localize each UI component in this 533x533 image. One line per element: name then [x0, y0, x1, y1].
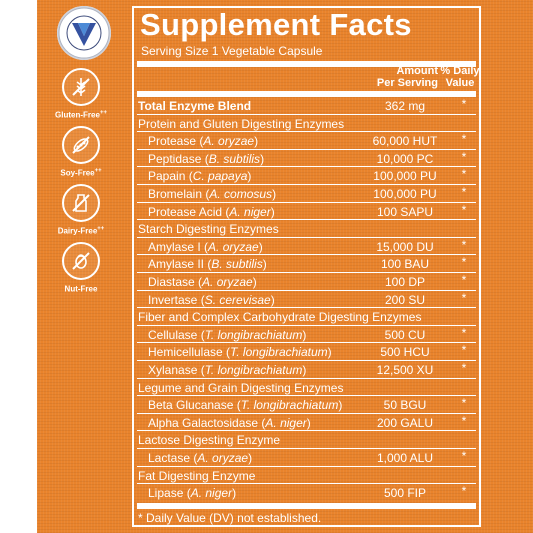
amount-per-serving: 100,000 PU [373, 187, 437, 201]
species-name: A. niger [190, 486, 233, 501]
facts-ingredient-row [134, 150, 479, 168]
ingredient-name: Papain (C. papaya) [148, 169, 252, 184]
amount-per-serving: 100 DP [384, 275, 426, 289]
species-name: A. comosus [209, 187, 273, 201]
gluten-free-label: Gluten-Free [55, 110, 100, 120]
facts-ingredient-row [134, 291, 479, 309]
facts-ingredient-row [134, 343, 479, 361]
supplement-facts-panel [132, 6, 481, 527]
daily-value-marker: * [461, 343, 467, 358]
amount-per-serving: 500 FIP [383, 486, 427, 501]
nut-free-label: Nut-Free [64, 284, 98, 294]
daily-value-marker: * [461, 273, 467, 287]
daily-value-header: % Daily Value [440, 65, 480, 89]
ingredient-name: Alpha Galactosidase (A. niger) [148, 415, 311, 430]
nut-free-badge [54, 242, 108, 294]
ingredient-name: Protease (A. oryzae) [148, 134, 259, 149]
serving-size: Serving Size 1 Vegetable Capsule [141, 44, 323, 58]
facts-ingredient-row [134, 273, 479, 291]
daily-value-marker: * [461, 413, 467, 428]
amount-per-serving: 200 GALU [376, 415, 434, 430]
species-name: B. subtilis [211, 257, 263, 272]
ingredient-name: Amylase I (A. oryzae) [148, 239, 263, 254]
amount-per-serving: 50 BGU [383, 398, 427, 413]
facts-ingredient-row [134, 414, 479, 432]
amount-per-serving: 500 HCU [380, 345, 430, 360]
facts-ingredient-row [134, 484, 479, 502]
ingredient-name: Lactase (A. oryzae) [148, 451, 253, 465]
species-name: A. oryzae [197, 451, 249, 465]
ingredient-name: Protein and Gluten Digesting Enzymes [138, 116, 345, 131]
species-name: A. niger [229, 204, 271, 219]
daily-value-marker: * [461, 449, 467, 463]
species-name: T. longibrachiatum [204, 363, 303, 377]
ingredient-name: Starch Digesting Enzymes [138, 222, 279, 237]
ingredient-name: Beta Glucanase (T. longibrachiatum) [148, 398, 343, 413]
species-name: A. oryzae [203, 134, 255, 149]
daily-value-marker: * [461, 167, 467, 182]
facts-ingredient-row [134, 167, 479, 185]
facts-ingredient-row [134, 255, 479, 273]
soy-free-badge: Soy-Free++ [54, 126, 108, 178]
facts-group-header [134, 308, 479, 326]
daily-value-marker: * [461, 202, 467, 217]
ingredient-name: Peptidase (B. subtilis) [148, 151, 265, 166]
facts-group-header [134, 379, 479, 397]
facts-ingredient-row [134, 238, 479, 256]
facts-ingredient-row [134, 326, 479, 344]
ingredient-name: Fat Digesting Enzyme [138, 468, 256, 483]
daily-value-marker: * [461, 237, 467, 252]
daily-value-marker: * [461, 290, 467, 305]
ingredient-name: Lactose Digesting Enzyme [138, 433, 281, 448]
amount-per-serving: 100 BAU [380, 257, 430, 272]
amount-per-serving: 362 mg [384, 99, 426, 113]
facts-ingredient-row [134, 449, 479, 467]
daily-value-marker: * [461, 149, 467, 164]
ingredient-name: Xylanase (T. longibrachiatum) [148, 363, 307, 377]
daily-value-marker: * [461, 325, 467, 340]
ingredient-name: Total Enzyme Blend [138, 99, 252, 113]
facts-group-header [134, 467, 479, 485]
species-name: A. niger [265, 415, 307, 430]
ingredient-name: Fiber and Complex Carbohydrate Digesting Enzymes [138, 310, 422, 325]
amount-per-serving: 10,000 PC [376, 151, 434, 166]
soy-free-icon [62, 126, 100, 164]
amount-per-serving: 1,000 ALU [376, 451, 434, 465]
ingredient-name: Diastase (A. oryzae) [148, 275, 257, 289]
daily-value-marker: * [461, 255, 467, 270]
ingredient-name: Hemicellulase (T. longibrachiatum) [148, 345, 332, 360]
gluten-free-icon [62, 68, 100, 106]
ingredient-name: Bromelain (A. comosus) [148, 187, 277, 201]
ingredient-name: Amylase II (B. subtilis) [148, 257, 267, 272]
amount-per-serving-header: Amount Per Serving [376, 65, 438, 89]
species-name: B. subtilis [208, 151, 261, 166]
amount-per-serving: 200 SU [384, 292, 426, 307]
facts-ingredient-row [134, 361, 479, 379]
facts-ingredient-row [134, 396, 479, 414]
species-name: C. papaya [192, 169, 248, 184]
species-name: S. cerevisae [204, 292, 271, 307]
amount-per-serving: 15,000 DU [376, 239, 434, 254]
daily-value-marker: * [461, 97, 467, 111]
facts-ingredient-row [134, 185, 479, 203]
dairy-free-label: Dairy-Free [57, 226, 98, 236]
ingredient-name: Legume and Grain Digesting Enzymes [138, 380, 344, 395]
amount-per-serving: 500 CU [384, 327, 426, 342]
species-name: A. oryzae [202, 275, 253, 289]
quality-promise-icon [57, 6, 111, 60]
species-name: T. longibrachiatum [204, 327, 303, 342]
dairy-free-badge: Dairy-Free++ [54, 184, 108, 236]
species-name: T. longibrachiatum [230, 345, 328, 360]
gluten-free-badge: Gluten-Free++ [54, 68, 108, 120]
ingredient-name: Cellulase (T. longibrachiatum) [148, 327, 307, 342]
dairy-free-icon [62, 184, 100, 222]
daily-value-marker: * [461, 185, 467, 199]
facts-group-header [134, 431, 479, 449]
ingredient-name: Protease Acid (A. niger) [148, 204, 275, 219]
amount-per-serving: 100,000 PU [373, 169, 437, 184]
facts-group-header [134, 220, 479, 238]
daily-value-marker: * [461, 396, 467, 411]
amount-per-serving: 60,000 HUT [372, 134, 438, 149]
nut-free-icon [62, 242, 100, 280]
quality-promise-badge [57, 6, 111, 60]
daily-value-marker: * [461, 132, 467, 147]
soy-free-label: Soy-Free [60, 168, 95, 178]
amount-per-serving: 100 SAPU [376, 204, 434, 219]
species-name: A. oryzae [208, 239, 259, 254]
ingredient-name: Lipase (A. niger) [148, 486, 237, 501]
daily-value-footnote: * Daily Value (DV) not established. [138, 510, 322, 525]
facts-ingredient-row [134, 203, 479, 221]
facts-ingredient-row [134, 132, 479, 150]
ingredient-name: Invertase (S. cerevisae) [148, 292, 275, 307]
daily-value-marker: * [461, 361, 467, 375]
facts-group-header [134, 115, 479, 133]
amount-per-serving: 12,500 XU [376, 363, 434, 377]
species-name: T. longibrachiatum [240, 398, 339, 413]
facts-title: Supplement Facts [140, 7, 412, 42]
facts-total-row [134, 97, 479, 115]
daily-value-marker: * [461, 484, 467, 499]
divider-thick-bottom [137, 503, 476, 509]
